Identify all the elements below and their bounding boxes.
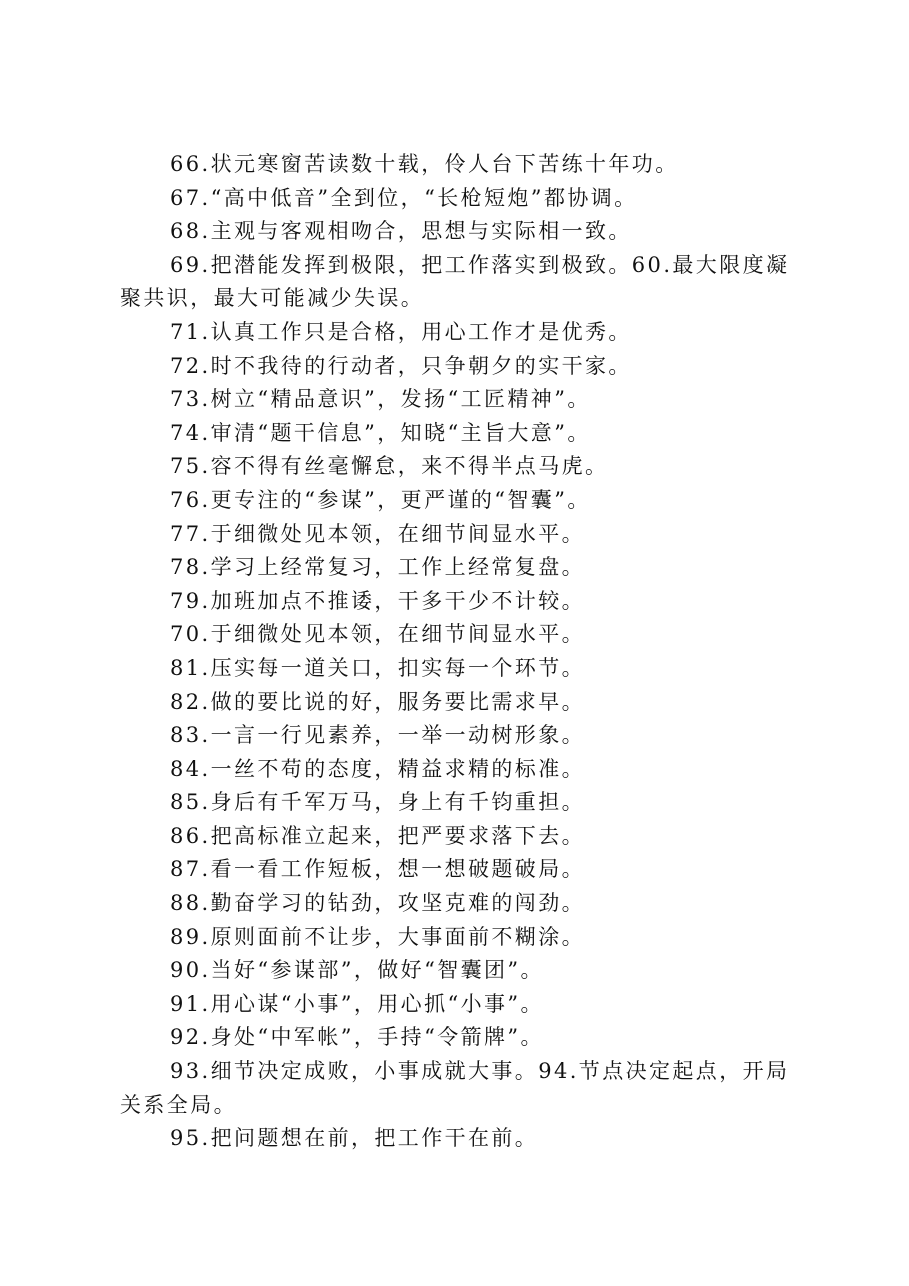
paragraph-75: 75.容不得有丝毫懈怠，来不得半点马虎。 [170,454,609,479]
paragraph-88: 88.勤奋学习的钻劲，攻坚克难的闯劲。 [170,891,585,916]
paragraph-82: 82.做的要比说的好，服务要比需求早。 [170,689,585,714]
paragraph-90: 90.当好“参谋部”，做好“智囊团”。 [170,958,544,983]
paragraph-66: 66.状元寒窗苦读数十载，伶人台下苦练十年功。 [170,152,679,176]
paragraph-81: 81.压实每一道关口，扣实每一个环节。 [170,655,585,680]
paragraph-92: 92.身处“中军帐”，手持“令箭牌”。 [170,1025,544,1050]
paragraph-89: 89.原则面前不让步，大事面前不糊涂。 [170,924,585,949]
paragraph-79: 79.加班加点不推诿，干多干少不计较。 [170,588,585,613]
paragraph-74: 74.审清“题干信息”，知晓“主旨大意”。 [170,420,591,445]
paragraph-93: 93.细节决定成败，小事成就大事。94.节点决定起点，开局关系全局。 [120,1059,790,1117]
paragraph-77: 77.于细微处见本领，在细节间显水平。 [170,521,585,546]
paragraph-87: 87.看一看工作短板，想一想破题破局。 [170,857,585,882]
paragraph-78: 78.学习上经常复习，工作上经常复盘。 [170,555,585,580]
paragraph-67: 67.“高中低音”全到位，“长枪短炮”都协调。 [170,185,638,210]
paragraph-68: 68.主观与客观相吻合，思想与实际相一致。 [170,219,632,244]
paragraph-83: 83.一言一行见素养，一举一动树形象。 [170,723,585,748]
paragraph-91: 91.用心谋“小事”，用心抓“小事”。 [170,991,544,1016]
paragraph-85: 85.身后有千军万马，身上有千钧重担。 [170,790,585,815]
paragraph-72: 72.时不我待的行动者，只争朝夕的实干家。 [170,353,632,378]
paragraph-71: 71.认真工作只是合格，用心工作才是优秀。 [170,319,632,344]
paragraph-95: 95.把问题想在前，把工作干在前。 [170,1126,539,1151]
paragraph-69: 69.把潜能发挥到极限，把工作落实到极致。60.最大限度凝聚共识，最大可能减少失误。 [120,252,790,311]
paragraph-76: 76.更专注的“参谋”，更严谨的“智囊”。 [170,487,591,512]
paragraph-70: 70.于细微处见本领，在细节间显水平。 [170,622,585,647]
paragraph-73: 73.树立“精品意识”，发扬“工匠精神”。 [170,387,591,412]
paragraph-84: 84.一丝不苟的态度，精益求精的标准。 [170,756,585,781]
document-body [120,148,796,1156]
paragraph-86: 86.把高标准立起来，把严要求落下去。 [170,823,585,848]
